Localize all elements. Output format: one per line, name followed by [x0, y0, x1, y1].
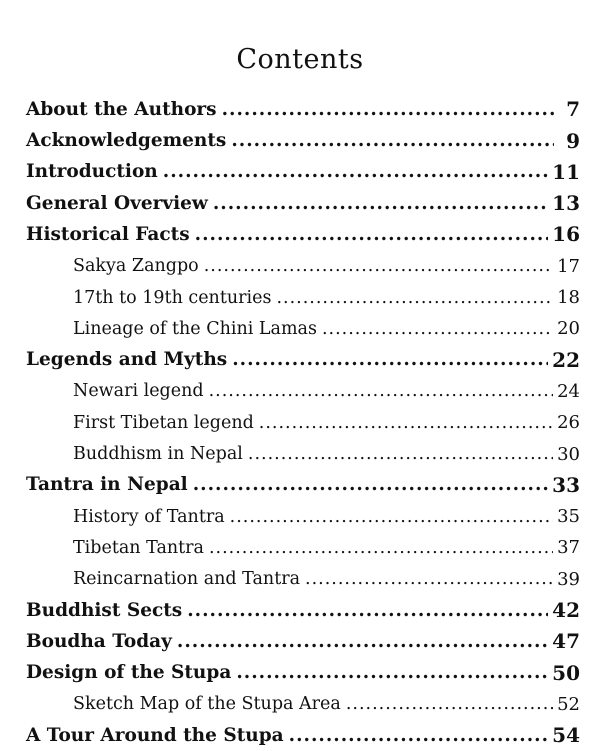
toc-entry-chapter [0, 92, 600, 123]
toc-entry-title: Sakya Zangpo [73, 256, 199, 277]
toc-entry-page-number: 24 [557, 380, 580, 402]
toc-entry-title: Newari legend [73, 381, 204, 402]
toc-entry-title: Acknowledgements [26, 130, 227, 152]
dot-leader [276, 290, 553, 312]
toc-entry-title: Buddhism in Nepal [73, 444, 243, 465]
toc-entry-page-number: 16 [552, 222, 580, 247]
toc-entry-title: Tibetan Tantra [73, 537, 204, 558]
toc-entry-page-number: 11 [552, 159, 580, 184]
toc-entry-chapter [0, 155, 600, 186]
dot-leader [305, 571, 553, 593]
toc-entry-section [0, 687, 600, 718]
toc-entry-section [0, 280, 600, 311]
toc-entry-title: Legends and Myths [26, 349, 228, 371]
dot-leader [204, 258, 553, 280]
toc-entry-chapter [0, 468, 600, 499]
toc-entry-page-number: 52 [557, 693, 580, 715]
toc-entry-title: 17th to 19th centuries [73, 287, 272, 308]
toc-entry-title: Historical Facts [26, 223, 190, 245]
toc-entry-page-number: 37 [557, 537, 580, 559]
dot-leader [346, 696, 553, 718]
toc-entry-title: Buddhist Sects [26, 599, 183, 621]
page-title: Contents [236, 44, 364, 76]
toc-entry-title: General Overview [26, 192, 208, 214]
toc-entry-page-number: 20 [557, 318, 580, 340]
dot-leader [213, 195, 548, 218]
toc-entry-chapter [0, 217, 600, 248]
toc-entry-chapter [0, 186, 600, 217]
toc-entry-page-number: 47 [552, 629, 580, 654]
dot-leader [236, 664, 548, 687]
dot-leader [232, 351, 548, 374]
toc-entry-page-number: 26 [557, 412, 580, 434]
toc-entry-page-number: 39 [557, 568, 580, 590]
toc-entry-title: Lineage of the Chini Lamas [73, 318, 317, 339]
toc-entry-page-number: 18 [557, 287, 580, 309]
toc-entry-page-number: 35 [557, 506, 580, 528]
toc-entry-title: Tantra in Nepal [26, 474, 188, 496]
toc-entry-section [0, 530, 600, 561]
dot-leader [177, 633, 548, 656]
dot-leader [248, 446, 553, 468]
toc-entry-title: Design of the Stupa [26, 662, 232, 684]
toc-entry-section [0, 311, 600, 342]
toc-entry-section [0, 436, 600, 467]
toc-entry-chapter [0, 593, 600, 624]
toc-entry-title: Reincarnation and Tantra [73, 569, 301, 590]
toc-entry-title: About the Authors [26, 98, 217, 120]
toc-entry-page-number: 30 [557, 443, 580, 465]
toc-entry-page-number: 33 [552, 472, 580, 497]
toc-entry-page-number: 9 [566, 128, 580, 153]
toc-entry-page-number: 42 [552, 598, 580, 623]
dot-leader [230, 509, 553, 531]
dot-leader [231, 132, 554, 155]
toc-entry-title: Introduction [26, 161, 158, 183]
toc-entry-section [0, 374, 600, 405]
toc-entry-title: First Tibetan legend [73, 412, 254, 433]
toc-entry-page-number: 17 [557, 255, 580, 277]
dot-leader [193, 476, 548, 499]
dot-leader [222, 101, 554, 124]
toc-entry-chapter [0, 718, 600, 749]
toc-entry-title: Boudha Today [26, 630, 172, 652]
toc-entry-chapter [0, 655, 600, 686]
dot-leader [259, 415, 553, 437]
toc-entry-section [0, 405, 600, 436]
toc-entry-page-number: 54 [552, 723, 580, 748]
toc-entry-section [0, 248, 600, 279]
toc-entry-page-number: 7 [566, 97, 580, 122]
toc-entry-title: History of Tantra [73, 506, 225, 527]
dot-leader [187, 602, 548, 625]
toc-entry-page-number: 50 [552, 660, 580, 685]
dot-leader [209, 540, 553, 562]
toc-entry-title: A Tour Around the Stupa [26, 724, 284, 746]
dot-leader [322, 321, 553, 343]
dot-leader [289, 727, 549, 750]
dot-leader [163, 163, 548, 186]
toc-entry-section [0, 499, 600, 530]
toc-entry-chapter [0, 624, 600, 655]
toc-entry-chapter [0, 342, 600, 373]
dot-leader [209, 383, 554, 405]
toc-entry-section [0, 561, 600, 592]
toc-entry-page-number: 22 [552, 347, 580, 372]
table-of-contents [0, 92, 600, 749]
dot-leader [195, 226, 549, 249]
toc-entry-chapter [0, 123, 600, 154]
toc-entry-page-number: 13 [552, 191, 580, 216]
toc-entry-title: Sketch Map of the Stupa Area [73, 694, 341, 715]
